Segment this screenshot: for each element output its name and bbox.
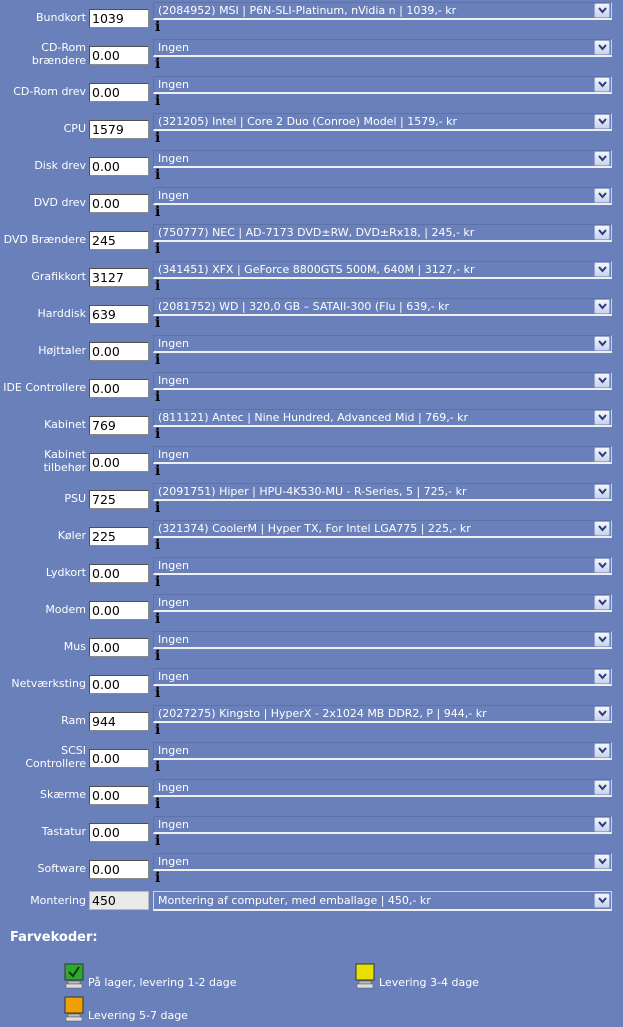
component-select[interactable] <box>153 742 612 760</box>
price-field[interactable]: 0.00 <box>89 342 149 361</box>
select-value: (321205) Intel | Core 2 Duo (Conroe) Model | 1579,- kr <box>158 115 458 128</box>
component-select[interactable] <box>153 261 612 279</box>
chevron-down-icon[interactable] <box>594 854 610 869</box>
component-row <box>0 851 623 888</box>
chevron-down-icon[interactable] <box>594 780 610 795</box>
component-label: Montering <box>30 893 86 907</box>
price-field[interactable]: 225 <box>89 527 149 546</box>
price-field[interactable]: 245 <box>89 231 149 250</box>
legend-item-5-7-days <box>64 996 188 1022</box>
component-label: Køler <box>57 528 86 542</box>
component-label: Kabinet tilbehør <box>43 448 86 474</box>
component-row <box>0 740 623 777</box>
select-value: (2081752) WD | 320,0 GB – SATAII-300 (Flu | 639,- kr <box>158 300 450 313</box>
select-value: (2027275) Kingsto | HyperX - 2x1024 MB DDR2, P | 944,- kr <box>158 707 487 720</box>
select-value: (2091751) Hiper | HPU-4K530-MU - R-Series, 5 | 725,- kr <box>158 485 467 498</box>
chevron-down-icon[interactable] <box>594 336 610 351</box>
component-row <box>0 814 623 851</box>
chevron-down-icon[interactable] <box>594 3 610 18</box>
component-row <box>0 74 623 111</box>
component-row <box>0 481 623 518</box>
select-value: Ingen <box>158 448 189 461</box>
info-icon[interactable]: i <box>155 352 161 368</box>
info-icon[interactable]: i <box>155 426 161 442</box>
info-icon[interactable]: i <box>155 463 161 479</box>
component-label: Kabinet <box>44 417 86 431</box>
legend-text: Levering 5-7 dage <box>88 1009 188 1022</box>
info-icon[interactable]: i <box>155 648 161 664</box>
info-icon[interactable]: i <box>155 204 161 220</box>
component-label: CD-Rom brændere <box>31 41 86 67</box>
component-label: Skærme <box>40 787 86 801</box>
price-field[interactable]: 450 <box>89 891 149 910</box>
price-field[interactable]: 1579 <box>89 120 149 139</box>
price-field[interactable]: 0.00 <box>89 46 149 65</box>
price-field[interactable]: 944 <box>89 712 149 731</box>
component-label: DVD Brændere <box>3 232 86 246</box>
component-label: CPU <box>63 121 86 135</box>
legend-text: Levering 3-4 dage <box>379 976 479 989</box>
component-row <box>0 370 623 407</box>
component-row <box>0 777 623 814</box>
component-row <box>0 518 623 555</box>
chevron-down-icon[interactable] <box>594 595 610 610</box>
component-label: DVD drev <box>33 195 86 209</box>
chevron-down-icon[interactable] <box>594 262 610 277</box>
select-value: Montering af computer, med emballage | 450,- kr <box>158 894 431 907</box>
select-value: Ingen <box>158 596 189 609</box>
info-icon[interactable]: i <box>155 93 161 109</box>
chevron-down-icon[interactable] <box>594 299 610 314</box>
chevron-down-icon[interactable] <box>594 893 610 908</box>
info-icon[interactable]: i <box>155 500 161 516</box>
info-icon[interactable]: i <box>155 759 161 775</box>
select-value: Ingen <box>158 152 189 165</box>
component-row <box>0 555 623 592</box>
component-label: Disk drev <box>34 158 86 172</box>
chevron-down-icon[interactable] <box>594 410 610 425</box>
chevron-down-icon[interactable] <box>594 632 610 647</box>
component-select[interactable] <box>153 76 612 94</box>
info-icon[interactable]: i <box>155 241 161 257</box>
select-value: Ingen <box>158 78 189 91</box>
legend-item-3-4-days <box>355 963 479 989</box>
component-select[interactable] <box>153 187 612 205</box>
component-select[interactable] <box>153 39 612 57</box>
component-row <box>0 444 623 481</box>
info-icon[interactable]: i <box>155 315 161 331</box>
chevron-down-icon[interactable] <box>594 558 610 573</box>
component-row <box>0 37 623 74</box>
select-value: (750777) NEC | AD-7173 DVD±RW, DVD±Rx18, | 245,- kr <box>158 226 475 239</box>
component-row <box>0 185 623 222</box>
select-value: (811121) Antec | Nine Hundred, Advanced Mid | 769,- kr <box>158 411 469 424</box>
price-field[interactable]: 0.00 <box>89 453 149 472</box>
chevron-down-icon[interactable] <box>594 77 610 92</box>
info-icon[interactable]: i <box>155 611 161 627</box>
component-label: PSU <box>64 491 86 505</box>
chevron-down-icon[interactable] <box>594 373 610 388</box>
montering-row <box>0 889 623 913</box>
select-value: (2084952) MSI | P6N-SLI-Platinum, nVidia n | 1039,- kr <box>158 4 457 17</box>
monitor-orange-icon <box>64 996 84 1022</box>
chevron-down-icon[interactable] <box>594 114 610 129</box>
info-icon[interactable]: i <box>155 19 161 35</box>
chevron-down-icon[interactable] <box>594 225 610 240</box>
price-field[interactable]: 0.00 <box>89 823 149 842</box>
info-icon[interactable]: i <box>155 722 161 738</box>
component-row <box>0 0 623 37</box>
price-field[interactable]: 0.00 <box>89 157 149 176</box>
component-select[interactable] <box>153 446 612 464</box>
component-row <box>0 259 623 296</box>
select-value: Ingen <box>158 559 189 572</box>
component-select[interactable] <box>153 409 612 427</box>
info-icon[interactable]: i <box>155 56 161 72</box>
price-field[interactable]: 0.00 <box>89 675 149 694</box>
legend-item-in-stock <box>64 963 237 989</box>
component-select[interactable] <box>153 557 612 575</box>
select-value: Ingen <box>158 189 189 202</box>
component-row <box>0 703 623 740</box>
chevron-down-icon[interactable] <box>594 817 610 832</box>
component-label: Bundkort <box>35 10 86 24</box>
chevron-down-icon[interactable] <box>594 188 610 203</box>
component-label: CD-Rom drev <box>13 84 86 98</box>
component-label: SCSI Controllere <box>25 744 86 770</box>
component-row <box>0 407 623 444</box>
component-label: Harddisk <box>37 306 86 320</box>
component-row <box>0 666 623 703</box>
price-field[interactable]: 0.00 <box>89 749 149 768</box>
component-select[interactable] <box>153 298 612 316</box>
component-select[interactable] <box>153 224 612 242</box>
info-icon[interactable]: i <box>155 685 161 701</box>
select-value: (341451) XFX | GeForce 8800GTS 500M, 640M | 3127,- kr <box>158 263 475 276</box>
price-field[interactable]: 0.00 <box>89 379 149 398</box>
chevron-down-icon[interactable] <box>594 40 610 55</box>
component-select[interactable] <box>153 668 612 686</box>
component-select[interactable] <box>153 853 612 871</box>
price-field[interactable]: 0.00 <box>89 860 149 879</box>
component-label: Lydkort <box>45 565 86 579</box>
component-row <box>0 111 623 148</box>
component-select[interactable] <box>153 372 612 390</box>
montering-select[interactable] <box>153 891 612 911</box>
legend-text: På lager, levering 1-2 dage <box>88 976 237 989</box>
price-field[interactable]: 0.00 <box>89 83 149 102</box>
component-row <box>0 222 623 259</box>
component-label: Ram <box>61 713 86 727</box>
component-select[interactable] <box>153 483 612 501</box>
monitor-yellow-icon <box>355 963 375 989</box>
select-value: Ingen <box>158 374 189 387</box>
price-field[interactable]: 725 <box>89 490 149 509</box>
component-label: Modem <box>45 602 86 616</box>
component-select[interactable] <box>153 335 612 353</box>
component-select[interactable] <box>153 113 612 131</box>
info-icon[interactable]: i <box>155 574 161 590</box>
info-icon[interactable]: i <box>155 537 161 553</box>
chevron-down-icon[interactable] <box>594 151 610 166</box>
info-icon[interactable]: i <box>155 130 161 146</box>
select-value: Ingen <box>158 781 189 794</box>
component-select[interactable] <box>153 816 612 834</box>
select-value: Ingen <box>158 633 189 646</box>
component-row <box>0 592 623 629</box>
price-field[interactable]: 0.00 <box>89 786 149 805</box>
component-select[interactable] <box>153 594 612 612</box>
component-select[interactable] <box>153 779 612 797</box>
component-row <box>0 148 623 185</box>
price-field[interactable]: 639 <box>89 305 149 324</box>
price-field[interactable]: 769 <box>89 416 149 435</box>
component-select[interactable] <box>153 705 612 723</box>
chevron-down-icon[interactable] <box>594 669 610 684</box>
component-label: Højttaler <box>38 343 86 357</box>
price-field[interactable]: 0.00 <box>89 638 149 657</box>
price-field[interactable]: 1039 <box>89 9 149 28</box>
price-field[interactable]: 0.00 <box>89 194 149 213</box>
chevron-down-icon[interactable] <box>594 447 610 462</box>
component-label: Tastatur <box>41 824 86 838</box>
select-value: Ingen <box>158 337 189 350</box>
component-select[interactable] <box>153 2 612 20</box>
component-row <box>0 296 623 333</box>
chevron-down-icon[interactable] <box>594 484 610 499</box>
info-icon[interactable]: i <box>155 833 161 849</box>
component-row <box>0 333 623 370</box>
select-value: Ingen <box>158 744 189 757</box>
legend-title: Farvekoder: <box>10 930 98 945</box>
price-field[interactable]: 3127 <box>89 268 149 287</box>
select-value: (321374) CoolerM | Hyper TX, For Intel LGA775 | 225,- kr <box>158 522 471 535</box>
select-value: Ingen <box>158 818 189 831</box>
component-select[interactable] <box>153 631 612 649</box>
chevron-down-icon[interactable] <box>594 743 610 758</box>
chevron-down-icon[interactable] <box>594 706 610 721</box>
monitor-check-icon <box>64 963 84 989</box>
component-select[interactable] <box>153 150 612 168</box>
component-label: Software <box>37 861 86 875</box>
info-icon[interactable]: i <box>155 796 161 812</box>
info-icon[interactable]: i <box>155 870 161 886</box>
select-value: Ingen <box>158 670 189 683</box>
component-label: IDE Controllere <box>3 380 86 394</box>
component-row <box>0 629 623 666</box>
select-value: Ingen <box>158 855 189 868</box>
info-icon[interactable]: i <box>155 167 161 183</box>
info-icon[interactable]: i <box>155 278 161 294</box>
price-field[interactable]: 0.00 <box>89 564 149 583</box>
component-label: Netværksting <box>11 676 86 690</box>
price-field[interactable]: 0.00 <box>89 601 149 620</box>
chevron-down-icon[interactable] <box>594 521 610 536</box>
component-label: Mus <box>63 639 86 653</box>
select-value: Ingen <box>158 41 189 54</box>
component-label: Grafikkort <box>31 269 86 283</box>
component-select[interactable] <box>153 520 612 538</box>
info-icon[interactable]: i <box>155 389 161 405</box>
